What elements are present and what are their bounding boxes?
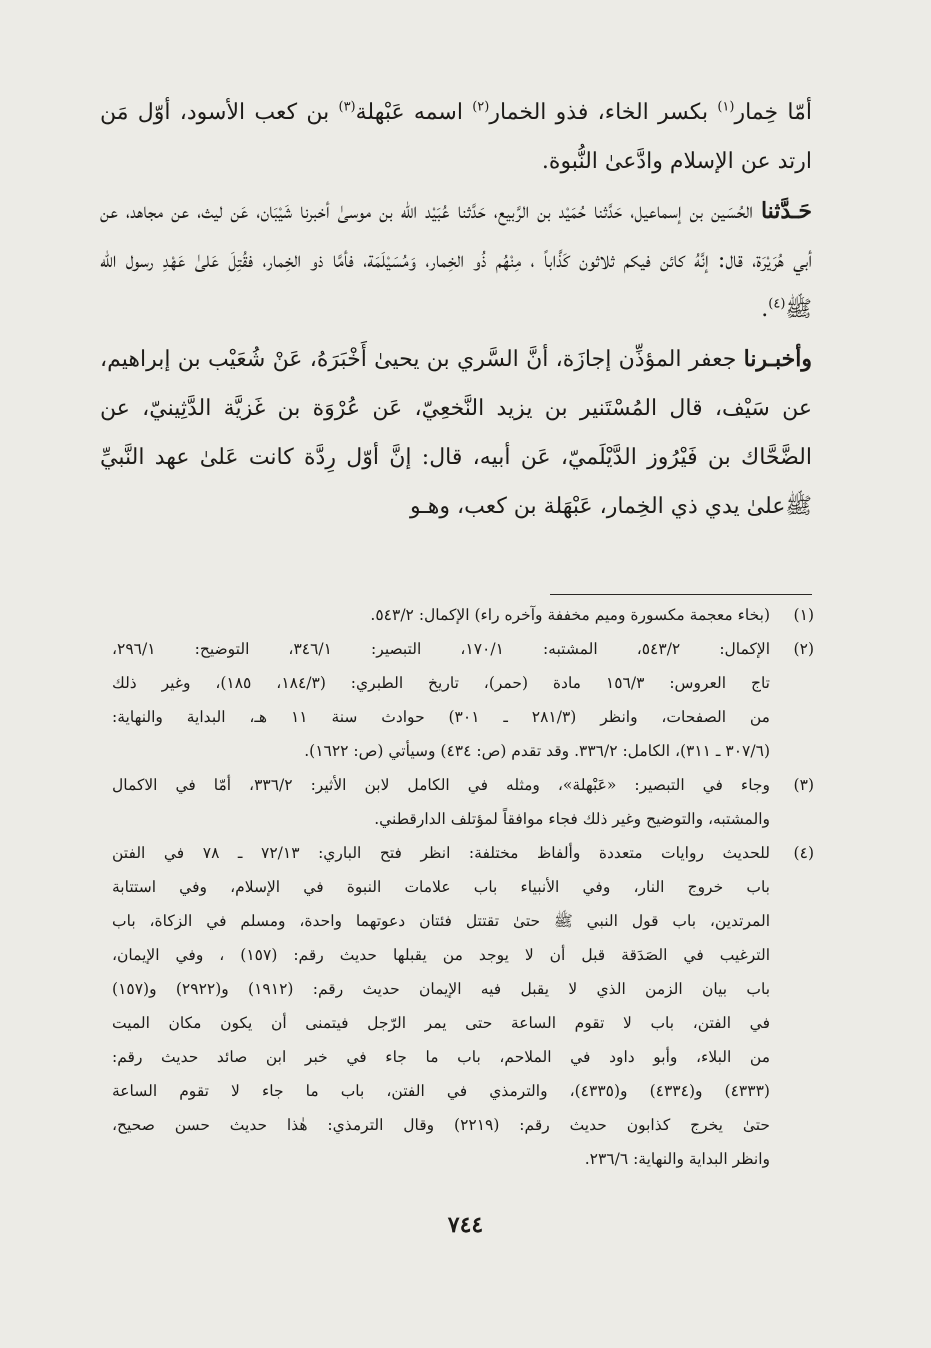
page-number: ٧٤٤ <box>447 1212 484 1238</box>
footnote-line: الترغيب في الصَدَقة قبل أن لا يوجد من يقبلها حديث رقم: (١٥٧) ، وفي الإيمان، <box>112 946 770 964</box>
paragraph-text: جعفر المؤذِّن إجازَة، أنَّ السَّري بن يحيىٰ أَخْبَرَهُ، عَنْ شُعَيْب بن إبراهيم، عن سَيْف، قال المُسْتَنير بن يزيد النَّخعِيّ، عَن عُرْوَة بن غَزيَّة الدَّثِينيّ، عن الضَّحَّاك بن فَيْرُوز الدَّيْلَميّ، عَن أبيه، قال: إنَّ أوّل رِدَّة كانت عَلىٰ عهد النَّبيِّ ﷺعلىٰ يدي ذي الخِمار، عَبْهَلة بن كعب، وهـو <box>100 347 812 519</box>
footnote-line: حتىٰ يخرج كذابون حديث رقم: (٢٢١٩) وقال الترمذي: هٰذا حديث حسن صحيح، <box>112 1116 770 1134</box>
footnote-reference: (١) <box>717 99 735 115</box>
footnote-line: (بخاء معجمة مكسورة وميم مخففة وآخره راء) الإكمال: ٥٤٣/٢. <box>370 606 770 624</box>
main-paragraph <box>100 187 812 334</box>
footnote-line: من البلاء، وأبو داود في الملاحم، باب ما جاء في خبر ابن صائد حديث رقم: <box>112 1048 770 1066</box>
footnote-line: تاج العروس: ١٥٦/٣ مادة (حمر)، تاريخ الطبري: (١٨٤/٣، ١٨٥)، وغير ذلك <box>112 674 770 692</box>
footnote-separator <box>550 594 812 595</box>
footnote-number: (٤) <box>793 844 814 862</box>
paragraph-text: اسمه عَبْهلة <box>355 100 473 125</box>
paragraph-text: . <box>761 297 769 322</box>
footnote-line: وجاء في التبصير: «عَبْهلة»، ومثله في الكامل لابن الأثير: ٣٣٦/٢، أمّا في الاكمال <box>112 776 770 794</box>
footnote-reference: (٢) <box>472 99 490 115</box>
footnote-number: (٢) <box>793 640 814 658</box>
footnote <box>112 836 814 1176</box>
paragraph-text: الحُسَين بن إسماعيل، حَدَّثنا حُمَيْد بن الرَّبيع، حَدَّثنا عُبَيْد الله بن موسىٰ أخبرنا شَيْبَان، عَن ليث، عن مجاهد، عن أبي هُرَيْرَة، قال: إنَّهُ كائن فيكم ثلاثون كَذَّاباً ، مِنْهُم ذُو الخِمار، وَمُسَيْلَمَة، فأمَّا ذو الخِمار، فقُتِلَ عَلىٰ عَهْدِ رسول الله ﷺ <box>100 199 812 322</box>
footnote-line: من الصفحات، وانظر (٢٨١/٣ ـ ٣٠١) حوادث سنة ١١ هـ، البداية والنهاية: <box>112 708 770 726</box>
footnote-line: باب خروج النار، وفي الأنبياء باب علامات النبوة في الإسلام، وفي استتابة <box>112 878 770 896</box>
main-paragraph <box>100 88 812 186</box>
footnote-line: للحديث روايات متعددة وألفاظ مختلفة: انظر فتح الباري: ٧٢/١٣ ـ ٧٨ في الفتن <box>112 844 770 862</box>
paragraph-lead-word: حَـدَّثنا <box>760 198 812 224</box>
footnote-line: المرتدين، باب قول النبي ﷺ حتىٰ تقتتل فئتان دعوتهما واحدة، ومسلم في الزكاة، باب <box>112 912 770 930</box>
footnote-line: باب بيان الزمن الذي لا يقبل فيه الإيمان حديث رقم: (١٩١٢) و(٢٩٢٢) و(١٥٧) <box>112 980 770 998</box>
footnote-line: (٣٠٧/٦ ـ ٣١١)، الكامل: ٣٣٦/٢. وقد تقدم (ص: ٤٣٤) وسيأتي (ص: ١٦٢٢). <box>304 742 770 760</box>
footnote-reference: (٣) <box>338 99 356 115</box>
paragraph-text: أمّا خِمار <box>734 100 812 125</box>
main-text <box>100 88 812 531</box>
footnote-number: (٣) <box>793 776 814 794</box>
main-paragraph <box>100 335 812 531</box>
footnotes-section <box>112 598 814 1176</box>
paragraph-text: بن كعب الأسود، أوّل مَن ارتد عن الإسلام وادَّعىٰ النُّبوة. <box>100 100 812 174</box>
paragraph-text: بكسر الخاء، فذو الخمار <box>489 100 718 125</box>
footnote <box>112 632 814 768</box>
footnote-line: والمشتبه، والتوضيح وغير ذلك فجاء موافقاً لمؤتلف الدارقطني. <box>374 810 770 828</box>
footnote-reference: (٤) <box>768 296 786 312</box>
footnote-line: في الفتن، باب لا تقوم الساعة حتى يمر الرّجل فيتمنى أن يكون مكان الميت <box>112 1014 770 1032</box>
footnote-line: الإكمال: ٥٤٣/٢، المشتبه: ١٧٠/١، التبصير: ٣٤٦/١، التوضيح: ٢٩٦/١، <box>112 640 770 658</box>
footnote <box>112 598 814 632</box>
footnote-number: (١) <box>793 606 814 624</box>
footnote-line: (٤٣٣٣) و(٤٣٣٤) و(٤٣٣٥)، والترمذي في الفتن، باب ما جاء لا تقوم الساعة <box>112 1082 770 1100</box>
paragraph-lead-word: وأخبـرنا <box>743 346 812 372</box>
footnote-line: وانظر البداية والنهاية: ٢٣٦/٦. <box>584 1150 770 1168</box>
footnote <box>112 768 814 836</box>
